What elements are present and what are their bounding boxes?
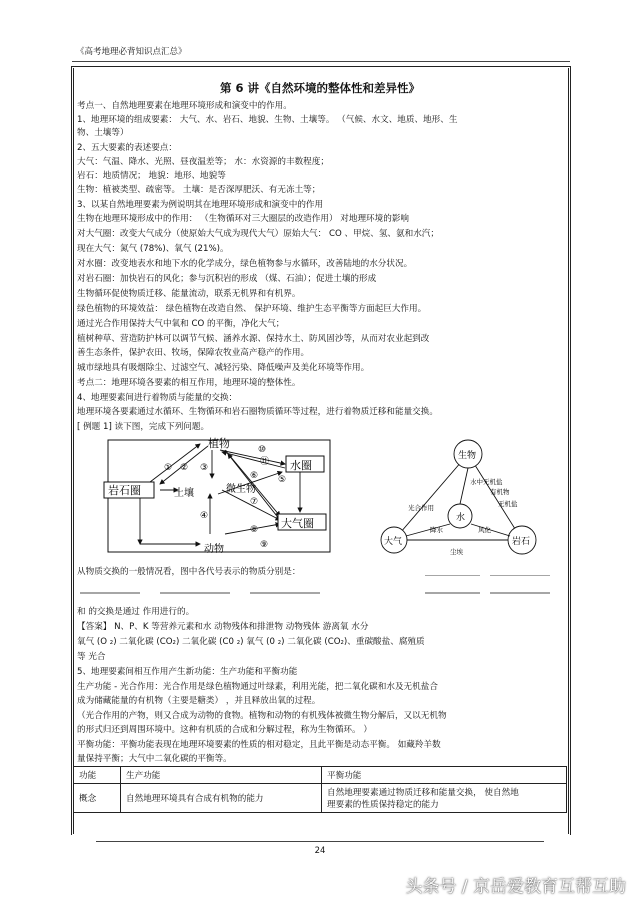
label-rain: 降水 xyxy=(430,526,443,534)
line: 从物质交换的一般情况看，图中各代号表示的物质分别是： xyxy=(77,567,301,577)
label-photosynthesis: 光合作用 xyxy=(408,504,434,512)
line: 氧气 (O ₂) 二氧化碳 (CO₂) 二氧化碳 (C0 ₂) 氧气 (0 ₂) 二氧化碳 (CO₂)、重碳酸盐、腐殖质 xyxy=(77,637,425,647)
box-animal: 动物 xyxy=(204,544,224,555)
line: （光合作用的产物，则又合成为动物的食物。植物和动物的有机残体被微生物分解后，又以无机物 xyxy=(77,711,447,721)
line: 和 的交换是通过 作用进行的。 xyxy=(77,607,195,617)
cycle-diagram xyxy=(100,432,340,560)
line: 绿色植物的环境效益： 绿色植物在改造自然、 保护环境、维护生态平衡等方面起巨大作用。 xyxy=(77,304,427,314)
line: 城市绿地具有吸烟除尘、过滤空气、减轻污染、降低噪声及美化环境等作用。 xyxy=(77,363,370,373)
line: 物、土壤等） xyxy=(77,128,129,138)
line: 通过光合作用保持大气中氧和 CO 的平衡，净化大气； xyxy=(77,319,285,329)
box-lithosphere: 岩石圈 xyxy=(108,484,141,497)
node-bio: 生物 xyxy=(458,451,477,461)
page-number: 24 xyxy=(314,846,326,856)
line: 2、五大要素的表述要点： xyxy=(77,143,177,153)
label-salt: 水中无机盐 xyxy=(470,478,503,486)
label-inorganic-salt: 无机盐 xyxy=(498,500,518,508)
line: 的形式归还到周围环境中。这种有机质的合成和分解过程，称为生物循环。 ） xyxy=(77,725,372,735)
triangle-diagram xyxy=(372,432,552,562)
line: 地理环境各要素通过水循环、生物循环和岩石圈物质循环等过程，进行着物质迁移和能量交换。 xyxy=(77,407,438,417)
header-rule xyxy=(72,61,570,62)
lesson-title: 第 6 讲《自然环境的整体性和差异性》 xyxy=(219,81,420,95)
line: 3、以某自然地理要素为例说明其在地理环境形成和演变中的作用 xyxy=(77,200,324,210)
line: 1、地理环境的组成要素： 大气、水、岩石、地貌、生物、土壤等。 （气候、水文、地质、地形、生 xyxy=(77,115,458,125)
footer-rule xyxy=(96,841,544,842)
line: [ 例题 1] 读下图，完成下列问题。 xyxy=(77,422,210,432)
num-3: ③ xyxy=(200,463,209,473)
line: 对水圈：改变地表水和地下水的化学成分，绿色植物参与水循环，改善陆地的水分状况。 xyxy=(77,259,413,269)
line: 5、地理要素间相互作用产生新功能：生产功能和平衡功能 xyxy=(77,667,298,677)
num-10: ⑩ xyxy=(258,445,267,455)
line: 植树种草、营造防护林可以调节气候、涵养水源、保持水土、防风固沙等，从而对农业起到改 xyxy=(77,334,430,344)
line: 生产功能 - 光合作用：光合作用是绿色植物通过叶绿素，利用光能，把二氧化碳和水及无机盐合 xyxy=(77,682,438,692)
line: 平衡功能：平衡功能表现在地理环境要素的性质的相对稳定，且此平衡是动态平衡。 如藏羚羊数 xyxy=(77,740,441,750)
line: 现在大气：氮气 (78%)、氧气 (21%)。 xyxy=(77,244,229,254)
cell-production: 自然地理环境具有合成有机物的能力 xyxy=(121,784,322,813)
th-function: 功能 xyxy=(74,767,121,784)
box-hydrosphere: 水圈 xyxy=(290,459,312,472)
answer-blanks xyxy=(80,575,560,615)
box-microbe: 微生物 xyxy=(226,484,256,495)
node-air: 大气 xyxy=(384,537,403,547)
line: 等 光合 xyxy=(77,652,106,662)
th-production: 生产功能 xyxy=(121,767,322,784)
line: 考点二：地理环境各要素的相互作用，地理环境的整体性。 xyxy=(77,378,301,388)
num-6: ⑥ xyxy=(250,471,259,481)
line: 考点一、自然地理要素在地理环境形成和演变中的作用。 xyxy=(77,101,292,111)
line: 岩石：地质情况； 地貌：地形、地貌等 xyxy=(77,171,226,181)
line: 生物循环促使物质迁移、能量流动，联系无机界和有机界。 xyxy=(77,289,301,299)
node-water: 水 xyxy=(456,513,466,523)
line: 量保持平衡；大气中二氧化碳的平衡等。 xyxy=(77,754,232,764)
line: 对大气圈：改变大气成分（使原始大气成为现代大气）原始大气： CO 、甲烷、氢、氨和水汽； xyxy=(77,229,439,239)
node-rock: 岩石 xyxy=(512,537,531,547)
box-atmosphere: 大气圈 xyxy=(281,517,314,530)
line: 生物在地理环境形成中的作用： （生物循环对三大圈层的改造作用） 对地理环境的影响 xyxy=(77,214,410,224)
label-dust: 尘埃 xyxy=(450,548,463,556)
box-soil: 土壤 xyxy=(174,488,194,499)
num-1: ① xyxy=(164,463,173,473)
cell-balance-line: 自然地理要素通过物质迁移和能量交换， 使自然地 xyxy=(327,788,519,798)
th-balance: 平衡功能 xyxy=(322,767,567,784)
line: 对岩石圈：加快岩石的风化；参与沉积岩的形成 （煤、石油）；促进土壤的形成 xyxy=(77,274,377,284)
num-4: ④ xyxy=(200,511,209,521)
num-5: ⑤ xyxy=(278,475,287,485)
line: 【答案】 N、P、K 等营养元素和水 动物残体和排泄物 动物残体 游离氧 水分 xyxy=(77,622,369,632)
cell-balance-line: 理要素的性质保持稳定的能力 xyxy=(327,800,439,810)
label-weathering: 风化 xyxy=(478,526,491,534)
watermark: 头条号 / 京岳爱教育互帮互助 xyxy=(405,877,626,897)
line: 成为储藏能量的有机物（主要是糖类） ，并且释放出氧的过程。 xyxy=(77,696,321,706)
box-plant: 植物 xyxy=(208,437,230,450)
row-label: 概念 xyxy=(74,784,121,813)
label-organic: 有机物 xyxy=(490,488,510,496)
line: 大气：气温、降水、光照、昼夜温差等； 水：水资源的丰数程度； xyxy=(77,157,329,167)
page-header: 《高考地理必背知识点汇总》 xyxy=(76,47,187,57)
line: 生物：植被类型、疏密等。 土壤：是否深厚肥沃、有无冻土等； xyxy=(77,185,321,195)
line: 4、地理要素间进行着物质与能量的交换： xyxy=(77,393,238,403)
cell-balance xyxy=(322,784,567,813)
num-11: ⑪ xyxy=(260,457,270,467)
num-9: ⑨ xyxy=(260,540,269,550)
function-table xyxy=(73,766,567,813)
num-2: ② xyxy=(180,463,189,473)
num-8: ⑧ xyxy=(250,525,259,535)
num-7: ⑦ xyxy=(250,497,259,507)
line: 善生态条件，保护农田、牧场，保障农牧业高产稳产的作用。 xyxy=(77,348,310,358)
